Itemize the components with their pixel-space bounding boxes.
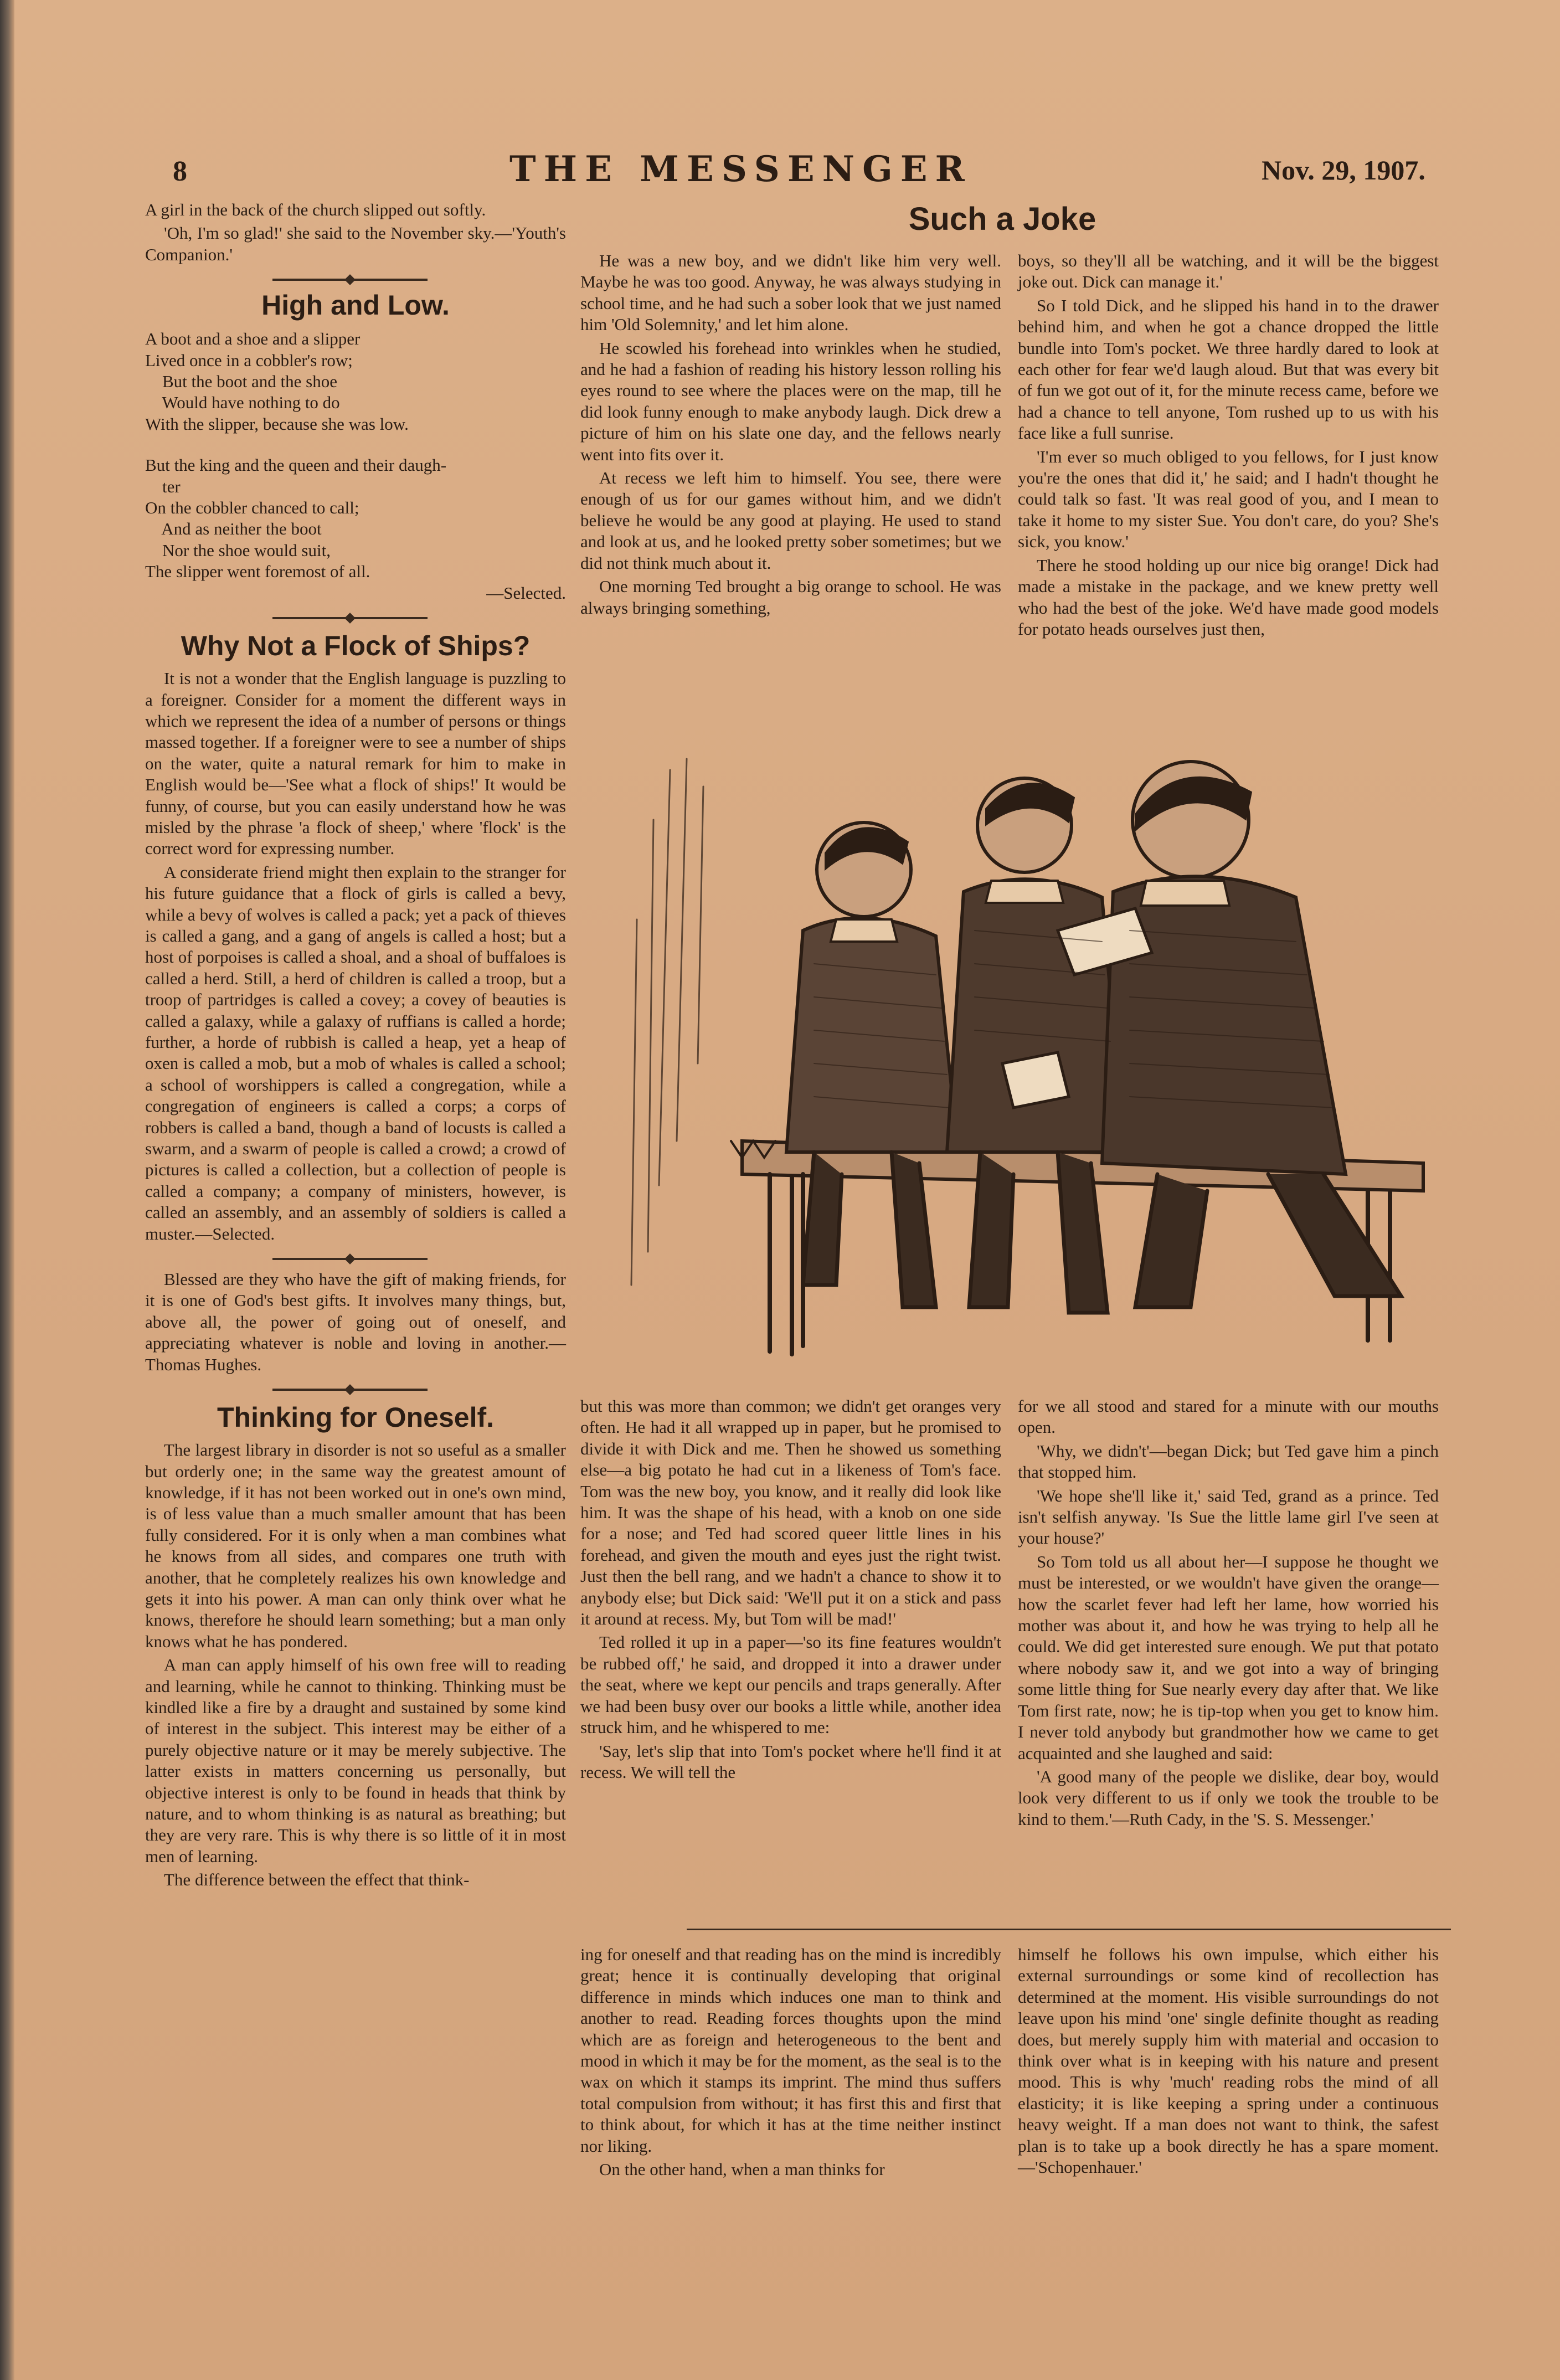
divider-ornament: [272, 279, 428, 281]
story-para: At recess we left him to himself. You see, there were enough of us for our games without him, and we didn't believe he would be any good at playing. He used to stand and look at us, and he looked pretty sober sometimes; but we did not think much about it.: [580, 468, 1001, 573]
page-number: 8: [173, 156, 187, 187]
poem-line: Lived once in a cobbler's row;: [145, 350, 353, 370]
story-column-2-top: [580, 250, 1001, 621]
poem-line: With the slipper, because she was low.: [145, 414, 409, 434]
article-title-such-a-joke: Such a Joke: [908, 201, 1096, 237]
thinking-continued-column-2: [580, 1944, 1001, 2182]
story-para: 'Say, let's slip that into Tom's pocket where he'll find it at recess. We will tell the: [580, 1741, 1001, 1782]
thinking-para: On the other hand, when a man thinks for: [599, 2160, 885, 2179]
divider-ornament: [272, 1258, 428, 1260]
story-para: for we all stood and stared for a minute with our mouths open.: [1018, 1396, 1439, 1437]
masthead-title: THE MESSENGER: [509, 148, 972, 190]
binding-edge: [0, 0, 14, 2380]
poem-line: A boot and a shoe and a slipper: [145, 329, 361, 349]
thinking-continued-column-3: [1018, 1944, 1439, 2180]
poem-line: Nor the shoe would suit,: [145, 540, 331, 560]
story-column-3-bottom: [1018, 1396, 1439, 1832]
thinking-para: A man can apply himself of his own free will to reading and learning, while he cannot to thinking. Thinking must be kindled like a fire by a draught and sustained by some kind of interest in the subject. This interest may be either of a purely objective nature or it may be merely subjective. The latter exists in matters concerning us personally, but objective interest is only to be found in heads that think by nature, and to whom thinking is as natural as breathing; but they are very rare. This is why there is so little of it in most men of learning.: [145, 1655, 566, 1866]
thinking-para: himself he follows his own impulse, which either his external surroundings or some kind of recollection has determined at the moment. His visible surroundings do not leave upon his mind 'one' single definite thought as reading does, but merely supply him with material and occasion to think over what is in keeping with his nature and present mood. This is why 'much' reading robs the mind of all elasticity; it is like keeping a spring under a continuous heavy weight. If a man does not want to think, the safest plan is to take up a book directly he has a spare moment.—'Schopenhauer.': [1018, 1945, 1439, 2177]
ships-para: A considerate friend might then explain to the stranger for his future guidance that a flock of girls is called a bevy, while a bevy of wolves is called a pack; yet a pack of thieves is called a gang, and a gang of angels is called a host; but a host of porpoises is called a shoal, and a shoal of buffaloes is called a herd. Still, a herd of children is called a troop, but a troop of partridges is called a covey; a covey of beauties is called a galaxy, while a galaxy of ruffians is called a horde; further, a horde of rubbish is called a heap, yet a heap of oxen is called a mob, but a mob of whales is called a school; a school of worshippers is called a congregation, while a congregation of engineers is called a corps; a corps of robbers is called a band, though a band of locusts is called a swarm, and a swarm of people is called a crowd; a crowd of pictures is called a collection, but a collection of people is called a company; a company of ministers, however, is called an assembly, and an assembly of soldiers is called a muster.—Selected.: [145, 862, 566, 1243]
section-rule: [687, 1929, 1451, 1930]
story-para: 'A good many of the people we dislike, dear boy, would look very different to us if only we took the trouble to be kind to them.'—Ruth Cady, in the 'S. S. Messenger.': [1018, 1766, 1439, 1829]
page-header: [0, 148, 1560, 193]
story-para: He was a new boy, and we didn't like him very well. Maybe he was too good. Anyway, he was always studying in school time, and he had such a sober look that we just named him 'Old Solemnity,' and let him alone.: [580, 251, 1001, 335]
column-1: [145, 199, 566, 1893]
story-column-3-top: [1018, 250, 1439, 642]
story-para: One morning Ted brought a big orange to school. He was always bringing something,: [580, 577, 1001, 618]
story-column-2-bottom: [580, 1396, 1001, 1785]
article-title-ships: Why Not a Flock of Ships?: [181, 630, 531, 662]
story-para: 'I'm ever so much obliged to you fellows, for I just know you're the ones that did it,' he said; and I hadn't thought he could talk so fast. 'It was real good of you, and I mean to take it home to my sister Sue. You don't care, do you? She's sick, you know.': [1018, 446, 1439, 552]
poem-line: But the king and the queen and their daugh-: [145, 455, 447, 475]
three-boys-on-bench-illustration: [604, 753, 1468, 1374]
article-title-thinking: Thinking for Oneself.: [217, 1402, 495, 1433]
poem: [145, 328, 566, 582]
issue-date: Nov. 29, 1907.: [1262, 155, 1425, 186]
divider-ornament: [272, 617, 428, 619]
intro-para: 'Oh, I'm so glad!' she said to the November sky.—'Youth's Companion.': [145, 223, 566, 264]
story-para: There he stood holding up our nice big orange! Dick had made a mistake in the package, and we knew pretty well who had the best of the joke. We'd have made good models for potato heads ourselves just then,: [1018, 555, 1439, 639]
story-para: but this was more than common; we didn't get oranges very often. He had it all wrapped up in paper, but he promised to divide it with Dick and me. Then he showed us something else—a big potato he had cut in a likeness of Tom's face. Tom was the new boy, you know, and it really did look like him. It was the shape of his head, with a knob on one side for a nose; and Ted had scored queer little lines in his forehead, and given the mouth and eyes just the right twist. Just then the bell rang, and we hadn't a chance to show it to anybody else; but Dick said: 'We'll put it on a stick and pass it around at recess. My, but Tom will be mad!': [580, 1396, 1001, 1629]
poem-line: ter: [145, 476, 181, 496]
story-para: He scowled his forehead into wrinkles when he studied, and he had a fashion of reading his history lesson rolling his eyes round to see where the places were on the map, till he did look funny enough to make anybody laugh. Dick drew a picture of him on his slate one day, and the fellows nearly went into fits over it.: [580, 338, 1001, 464]
story-para: 'Why, we didn't'—began Dick; but Ted gave him a pinch that stopped him.: [1018, 1441, 1439, 1482]
poem-credit: —Selected.: [486, 583, 566, 603]
story-para: 'We hope she'll like it,' said Ted, grand as a prince. Ted isn't selfish anyway. 'Is Sue the little lame girl I've seen at your house?': [1018, 1485, 1439, 1548]
poem-line: The slipper went foremost of all.: [145, 562, 370, 582]
poem-line: Would have nothing to do: [145, 393, 340, 413]
poem-line: [145, 435, 566, 455]
intro-para: A girl in the back of the church slipped out softly.: [145, 200, 486, 219]
thinking-para: The difference between the effect that think-: [164, 1870, 470, 1890]
story-para: So I told Dick, and he slipped his hand in to the drawer behind him, and when he got a chance dropped the little bundle into Tom's pocket. We three hardly dared to look at each other for fear we'd laugh aloud. But that was every bit of fun we got out of it, for the minute recess came, before we had a chance to tell anyone, Tom rushed up to us with his face like a full sunrise.: [1018, 295, 1439, 443]
poem-line: But the boot and the shoe: [145, 372, 337, 392]
story-para: So Tom told us all about her—I suppose he thought we must be interested, or we wouldn't have given the orange—how the scarlet fever had left her lame, how worried his mother was about it, and how he was trying to help all he could. We did get interested sure enough. We put that potato where nobody saw it, and we got into a way of bringing some little thing for Sue nearly every day after that. We like Tom first rate, now; he is tip-top when you get to know him. I never told anybody but grandmother how we came to get acquainted and she laughed and said:: [1018, 1551, 1439, 1763]
thinking-para: The largest library in disorder is not so useful as a smaller but orderly one; in the same way the greatest amount of knowledge, if it has not been worked out in one's own mind, is of less value than a much smaller amount that has been fully considered. For it is only when a man combines what he knows from all sides, and compares one truth with another, that he completely realizes his own knowledge and gets it into his power. A man can only think over what he knows, therefore he should learn something; but a man only knows what he has pondered.: [145, 1440, 566, 1651]
ships-para: It is not a wonder that the English language is puzzling to a foreigner. Consider for a moment the different ways in which we represent the idea of a number of persons or things massed together. If a foreigner were to see a number of ships on the water, quite a natural remark for him to make in English would be—'See what a flock of ships!' It would be funny, of course, but you can easily understand how he was misled by the phrase 'a flock of sheep,' where 'flock' is the correct word for expressing number.: [145, 669, 566, 859]
quote-para: Blessed are they who have the gift of making friends, for it is one of God's best gifts. It involves many things, but, above all, the power of going out of oneself, and appreciating whatever is noble and loving in another.—Thomas Hughes.: [145, 1269, 566, 1374]
thinking-para: ing for oneself and that reading has on the mind is incredibly great; hence it is continually developing that original difference in minds which induces one man to think and another to read. Reading forces thoughts upon the mind which are as foreign and heterogeneous to the bent and mood in which it may be for the moment, as the seal is to the wax on which it stamps its imprint. The mind thus suffers total compulsion from without; it has first this and first that to think about, for which it has at the time neither instinct nor liking.: [580, 1945, 1001, 2156]
divider-ornament: [272, 1389, 428, 1391]
article-title-high-low: High and Low.: [261, 290, 450, 321]
story-para: boys, so they'll all be watching, and it will be the biggest joke out. Dick can manage it.': [1018, 251, 1439, 292]
poem-line: And as neither the boot: [145, 519, 322, 539]
story-para: Ted rolled it up in a paper—'so its fine features wouldn't be rubbed off,' he said, and dropped it into a drawer under the seat, where we kept our pencils and traps generally. After we had been busy over our books a little while, another idea struck him, and he whispered to me:: [580, 1632, 1001, 1738]
poem-line: On the cobbler chanced to call;: [145, 498, 359, 518]
